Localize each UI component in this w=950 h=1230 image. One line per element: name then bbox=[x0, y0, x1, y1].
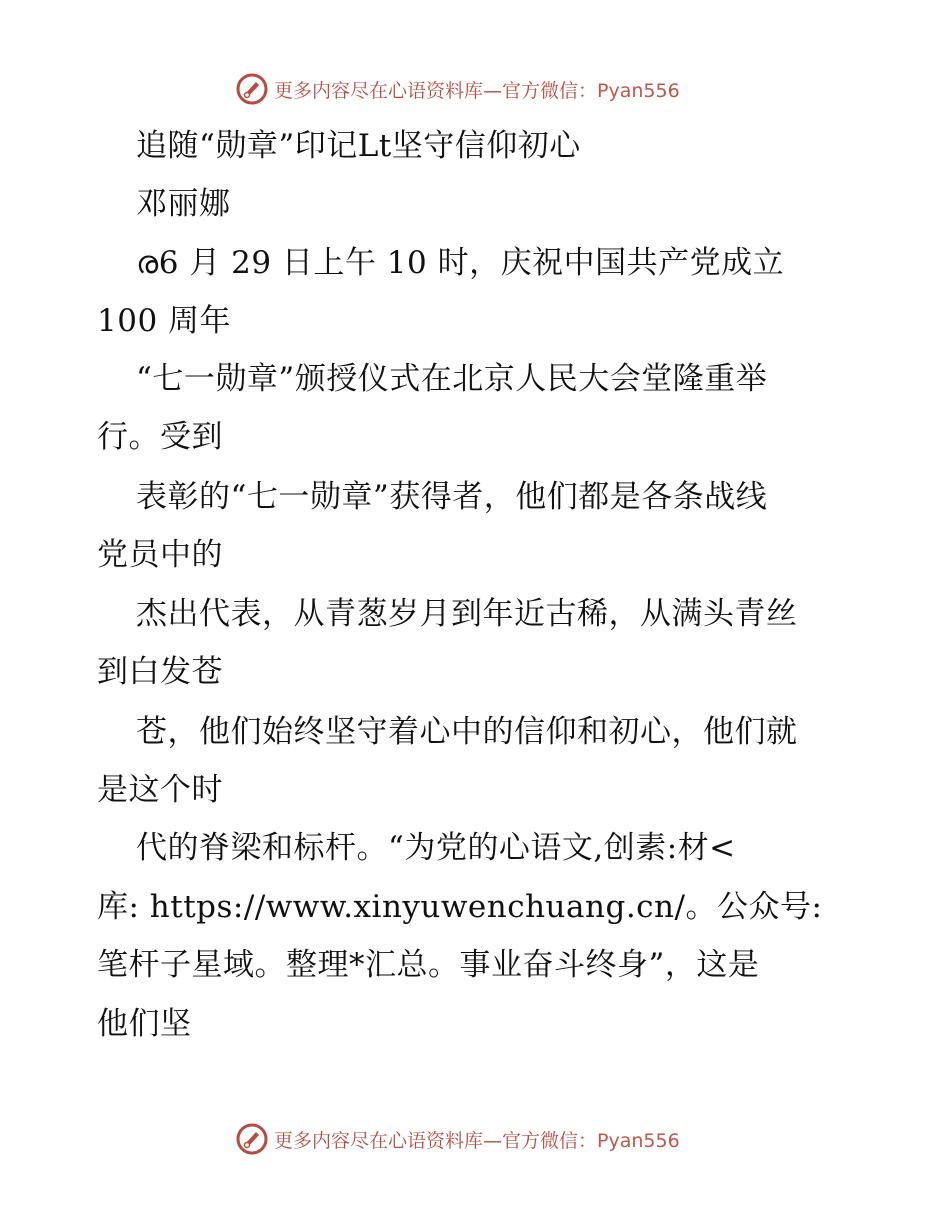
body-line: ര6 月 29 日上午 10 时，庆祝中国共产党成立 bbox=[136, 245, 785, 281]
body-line: 是这个时 bbox=[97, 772, 223, 808]
body-line: 他们坚 bbox=[97, 1006, 192, 1042]
body-line: “七一勋章”颁授仪式在北京人民大会堂隆重举 bbox=[136, 361, 768, 397]
brand-logo-icon bbox=[236, 1123, 268, 1155]
watermark-label: 更多内容尽在心语资料库—官方微信： bbox=[274, 1129, 598, 1152]
body-line: 党员中的 bbox=[97, 537, 223, 573]
watermark-label: 更多内容尽在心语资料库—官方微信： bbox=[274, 79, 598, 102]
body-line: 苍，他们始终坚守着心中的信仰和初心，他们就 bbox=[136, 714, 798, 750]
document-title: 追随“勋章”印记Lt坚守信仰初心 bbox=[136, 128, 581, 164]
body-line: 库: https://www.xinyuwenchuang.cn/。公众号: bbox=[97, 889, 823, 925]
body-line: 杰出代表，从青葱岁月到年近古稀，从满头青丝 bbox=[136, 596, 798, 632]
watermark-account: Pyan556 bbox=[597, 79, 680, 102]
footer-watermark bbox=[236, 1122, 680, 1156]
document-author: 邓丽娜 bbox=[136, 186, 231, 222]
body-line: 到白发苍 bbox=[97, 654, 223, 690]
body-line: 笔杆子星域。整理*汇总。事业奋斗终身”，这是 bbox=[97, 947, 760, 983]
header-watermark bbox=[236, 72, 680, 106]
body-line: 代的脊梁和标杆。“为党的心语文,创素:材< bbox=[136, 830, 736, 866]
watermark-account: Pyan556 bbox=[597, 1129, 680, 1152]
body-line: 表彰的“七一勋章”获得者，他们都是各条战线 bbox=[136, 479, 768, 515]
body-line: 100 周年 bbox=[97, 303, 232, 339]
brand-logo-icon bbox=[236, 73, 268, 105]
body-line: 行。受到 bbox=[97, 419, 223, 455]
